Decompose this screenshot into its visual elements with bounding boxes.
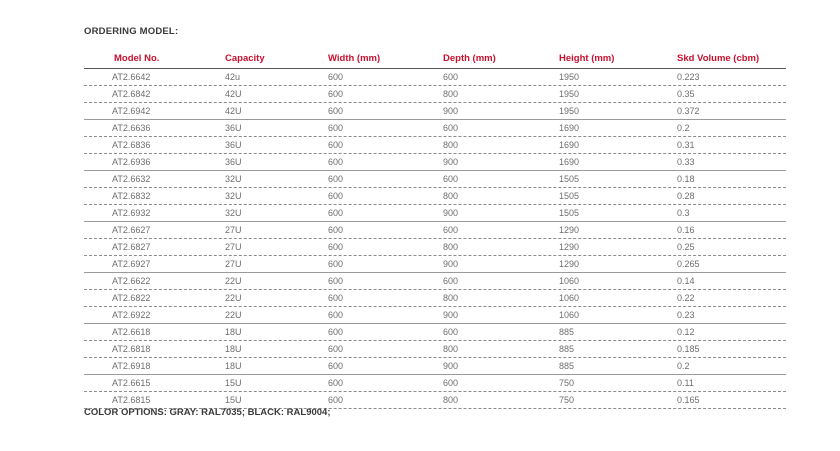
depth-cell: 900 — [443, 208, 459, 218]
height-cell: 885 — [559, 361, 575, 371]
height-cell: 1950 — [559, 89, 580, 99]
width-cell: 600 — [328, 378, 344, 388]
width-cell: 600 — [328, 293, 344, 303]
table-row — [84, 119, 786, 137]
height-cell: 1690 — [559, 157, 580, 167]
height-cell: 885 — [559, 327, 575, 337]
skd-volume-cell: 0.2 — [677, 123, 690, 133]
model-no-cell: AT2.6642 — [112, 72, 151, 82]
table-body — [84, 69, 786, 409]
section-heading: ORDERING MODEL: — [84, 26, 179, 37]
depth-cell: 800 — [443, 293, 459, 303]
depth-cell: 600 — [443, 378, 459, 388]
table-row — [84, 272, 786, 290]
skd-volume-cell: 0.12 — [677, 327, 695, 337]
skd-volume-cell: 0.23 — [677, 310, 695, 320]
model-no-cell: AT2.6822 — [112, 293, 151, 303]
table-row — [84, 103, 786, 120]
capacity-cell: 15U — [225, 378, 242, 388]
model-no-cell: AT2.6842 — [112, 89, 151, 99]
table-row — [84, 69, 786, 86]
skd-volume-cell: 0.14 — [677, 276, 695, 286]
width-cell: 600 — [328, 276, 344, 286]
height-cell: 885 — [559, 344, 575, 354]
depth-cell: 900 — [443, 106, 459, 116]
table-row — [84, 256, 786, 273]
depth-cell: 900 — [443, 259, 459, 269]
skd-volume-cell: 0.185 — [677, 344, 700, 354]
width-cell: 600 — [328, 123, 344, 133]
width-cell: 600 — [328, 89, 344, 99]
capacity-cell: 42U — [225, 106, 242, 116]
model-no-cell: AT2.6832 — [112, 191, 151, 201]
capacity-cell: 42u — [225, 72, 241, 82]
depth-cell: 800 — [443, 89, 459, 99]
capacity-cell: 42U — [225, 89, 242, 99]
table-row — [84, 205, 786, 222]
model-no-cell: AT2.6818 — [112, 344, 151, 354]
depth-cell: 800 — [443, 191, 459, 201]
width-cell: 600 — [328, 72, 344, 82]
model-no-cell: AT2.6632 — [112, 174, 151, 184]
ordering-table — [84, 50, 786, 409]
height-cell: 1290 — [559, 225, 580, 235]
capacity-cell: 27U — [225, 242, 242, 252]
depth-cell: 800 — [443, 140, 459, 150]
width-cell: 600 — [328, 259, 344, 269]
table-row — [84, 307, 786, 324]
table-row — [84, 137, 786, 154]
height-cell: 1505 — [559, 208, 580, 218]
width-cell: 600 — [328, 361, 344, 371]
model-no-cell: AT2.6942 — [112, 106, 151, 116]
column-header-model-no: Model No. — [114, 53, 160, 64]
model-no-cell: AT2.6636 — [112, 123, 151, 133]
skd-volume-cell: 0.372 — [677, 106, 700, 116]
width-cell: 600 — [328, 225, 344, 235]
capacity-cell: 22U — [225, 310, 242, 320]
depth-cell: 600 — [443, 225, 459, 235]
skd-volume-cell: 0.18 — [677, 174, 695, 184]
depth-cell: 600 — [443, 72, 459, 82]
height-cell: 1060 — [559, 293, 580, 303]
table-header-row — [84, 50, 786, 69]
model-no-cell: AT2.6627 — [112, 225, 151, 235]
depth-cell: 900 — [443, 157, 459, 167]
depth-cell: 800 — [443, 344, 459, 354]
skd-volume-cell: 0.28 — [677, 191, 695, 201]
height-cell: 1060 — [559, 310, 580, 320]
depth-cell: 800 — [443, 395, 459, 405]
table-row — [84, 239, 786, 256]
table-row — [84, 358, 786, 375]
width-cell: 600 — [328, 140, 344, 150]
capacity-cell: 22U — [225, 276, 242, 286]
skd-volume-cell: 0.33 — [677, 157, 695, 167]
width-cell: 600 — [328, 106, 344, 116]
color-options-note: COLOR OPTIONS: GRAY: RAL7035; BLACK: RAL9004; — [84, 407, 331, 418]
depth-cell: 900 — [443, 361, 459, 371]
capacity-cell: 36U — [225, 140, 242, 150]
skd-volume-cell: 0.265 — [677, 259, 700, 269]
capacity-cell: 32U — [225, 191, 242, 201]
height-cell: 1950 — [559, 106, 580, 116]
depth-cell: 600 — [443, 327, 459, 337]
height-cell: 1060 — [559, 276, 580, 286]
depth-cell: 600 — [443, 174, 459, 184]
depth-cell: 600 — [443, 123, 459, 133]
width-cell: 600 — [328, 327, 344, 337]
model-no-cell: AT2.6615 — [112, 378, 151, 388]
table-row — [84, 154, 786, 171]
table-row — [84, 374, 786, 392]
model-no-cell: AT2.6815 — [112, 395, 151, 405]
table-row — [84, 323, 786, 341]
skd-volume-cell: 0.35 — [677, 89, 695, 99]
model-no-cell: AT2.6927 — [112, 259, 151, 269]
table-row — [84, 290, 786, 307]
skd-volume-cell: 0.3 — [677, 208, 690, 218]
skd-volume-cell: 0.31 — [677, 140, 695, 150]
model-no-cell: AT2.6918 — [112, 361, 151, 371]
table-row — [84, 188, 786, 205]
depth-cell: 800 — [443, 242, 459, 252]
column-header-height: Height (mm) — [559, 53, 615, 64]
height-cell: 750 — [559, 395, 575, 405]
table-row — [84, 86, 786, 103]
width-cell: 600 — [328, 208, 344, 218]
height-cell: 1690 — [559, 140, 580, 150]
capacity-cell: 36U — [225, 123, 242, 133]
table-row — [84, 341, 786, 358]
model-no-cell: AT2.6622 — [112, 276, 151, 286]
model-no-cell: AT2.6922 — [112, 310, 151, 320]
capacity-cell: 15U — [225, 395, 242, 405]
width-cell: 600 — [328, 395, 344, 405]
width-cell: 600 — [328, 310, 344, 320]
model-no-cell: AT2.6932 — [112, 208, 151, 218]
table-row — [84, 221, 786, 239]
width-cell: 600 — [328, 191, 344, 201]
skd-volume-cell: 0.11 — [677, 378, 694, 388]
height-cell: 750 — [559, 378, 575, 388]
capacity-cell: 18U — [225, 327, 242, 337]
capacity-cell: 36U — [225, 157, 242, 167]
skd-volume-cell: 0.16 — [677, 225, 695, 235]
column-header-capacity: Capacity — [225, 53, 265, 64]
capacity-cell: 18U — [225, 361, 242, 371]
depth-cell: 600 — [443, 276, 459, 286]
capacity-cell: 32U — [225, 174, 242, 184]
width-cell: 600 — [328, 344, 344, 354]
height-cell: 1505 — [559, 174, 580, 184]
model-no-cell: AT2.6827 — [112, 242, 151, 252]
column-header-skd-volume: Skd Volume (cbm) — [677, 53, 760, 64]
height-cell: 1290 — [559, 259, 580, 269]
width-cell: 600 — [328, 242, 344, 252]
width-cell: 600 — [328, 174, 344, 184]
model-no-cell: AT2.6618 — [112, 327, 151, 337]
height-cell: 1950 — [559, 72, 580, 82]
skd-volume-cell: 0.25 — [677, 242, 695, 252]
width-cell: 600 — [328, 157, 344, 167]
height-cell: 1690 — [559, 123, 580, 133]
column-header-depth: Depth (mm) — [443, 53, 496, 64]
skd-volume-cell: 0.22 — [677, 293, 695, 303]
height-cell: 1290 — [559, 242, 580, 252]
column-header-width: Width (mm) — [328, 53, 381, 64]
skd-volume-cell: 0.2 — [677, 361, 690, 371]
model-no-cell: AT2.6936 — [112, 157, 151, 167]
table-row — [84, 170, 786, 188]
capacity-cell: 27U — [225, 259, 242, 269]
capacity-cell: 22U — [225, 293, 242, 303]
depth-cell: 900 — [443, 310, 459, 320]
skd-volume-cell: 0.223 — [677, 72, 700, 82]
capacity-cell: 27U — [225, 225, 242, 235]
capacity-cell: 18U — [225, 344, 242, 354]
skd-volume-cell: 0.165 — [677, 395, 700, 405]
height-cell: 1505 — [559, 191, 580, 201]
model-no-cell: AT2.6836 — [112, 140, 151, 150]
capacity-cell: 32U — [225, 208, 242, 218]
